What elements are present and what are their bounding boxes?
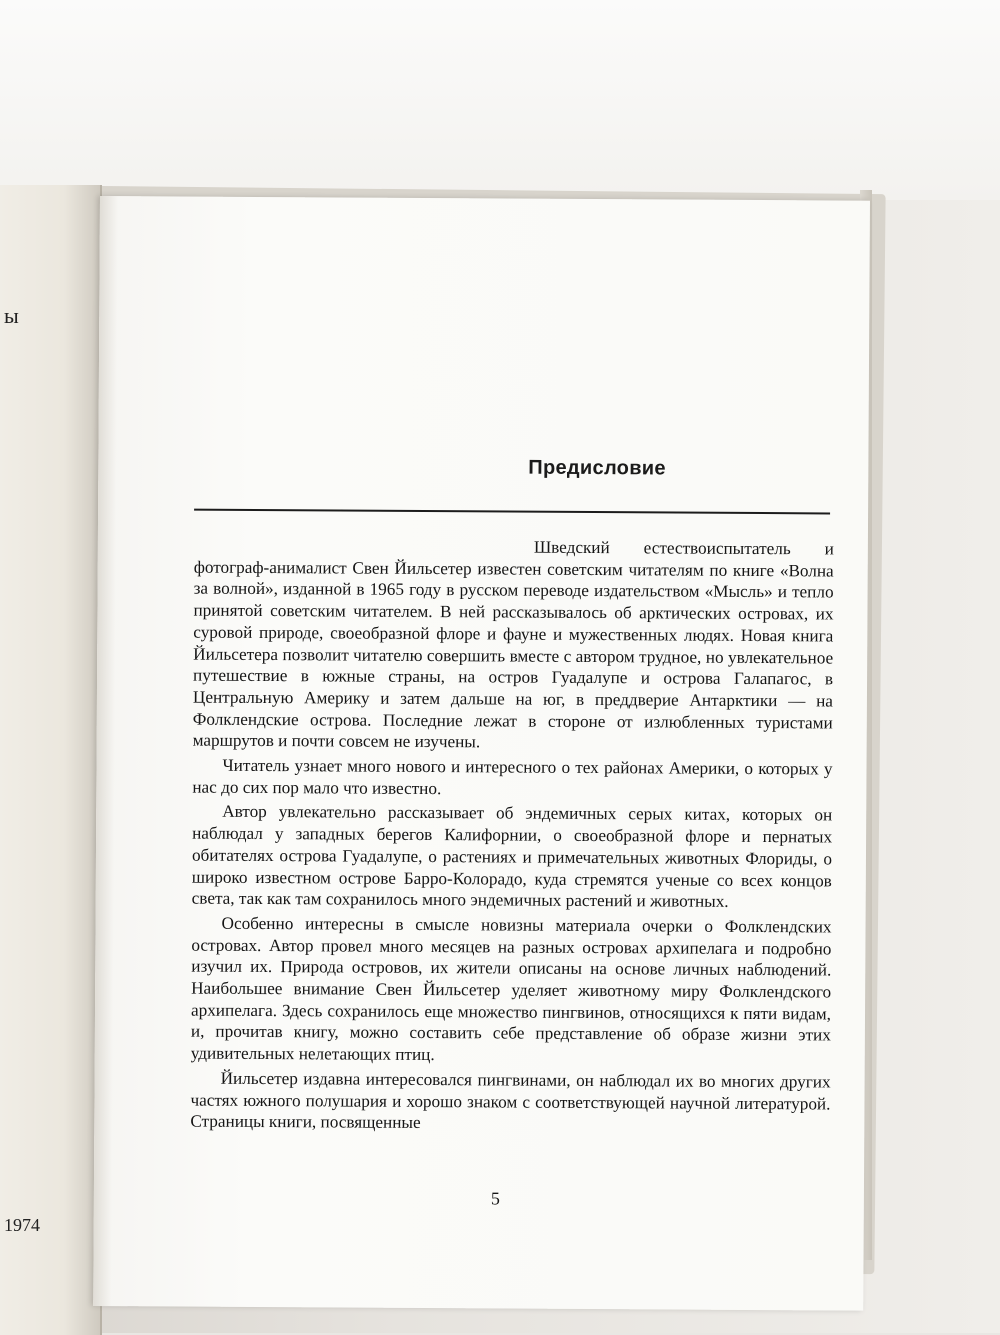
paragraph-2: Читатель узнает много нового и интересного о тех районах Америки, о которых у нас до сих пор мало что известно. [192,755,833,798]
paragraph-5: Йильсетер издавна интересовался пингвинами, он наблюдал их во многих других частях южного полушария и хорошо знаком с соответствующей научной литературой. Страницы книги, посвященные [190,1068,831,1133]
left-page-fragment-bottom: 1974 [4,1215,40,1235]
page-title: Предисловие [528,456,666,480]
paragraph-1: Шведский естествоиспытатель и фотограф-анималист Свен Йильсетер известен советским читателям по книге «Волна за волной», изданной в 1965 году в русском переводе издательством «Мысль» и тепло принятой советским читателем. В ней рассказывалось об арктических островах, их суровой природе, своеобразной флоре и фауне и мужественных людях. Новая книга Йильсетера позволит читателю совершить вместе с автором трудное, но увлекательное путешествие в южные страны, на остров Гуадалупе и острова Галапагос, в Центральную Америку и затем дальше на юг, в преддверие Антарктики — на Фолклендские острова. Последние лежат в стороне от излюбленных туристами маршрутов и почти совсем не изучены. [192,537,834,752]
body-text [190,535,834,1140]
background-top [0,0,1000,200]
left-page-fragment-top: ы [4,303,19,328]
page-number: 5 [490,1188,500,1209]
title-rule [194,509,830,515]
paragraph-3: Автор увлекательно рассказывает об эндемичных серых китах, которых он наблюдал у западных берегов Калифорнии, о своеобразной флоре и пернатых обитателях острова Гуадалупе, о растениях и примечательных животных Флориды, о широко известном острове Барро-Колорадо, куда стремятся ученые со всех концов света, так как там сохранилось много эндемичных растений и животных. [191,802,833,912]
paragraph-4: Особенно интересны в смысле новизны материала очерки о Фолклендских островах. Автор провел много месяцев на разных островах архипелага и подробно изучил их. Природа островов, их жители описаны на основе личных наблюдений. Наибольшее внимание Свен Йильсетер уделяет животному миру Фолклендского архипелага. Здесь сохранилось еще множество пингвинов, относящихся к пяти видам, и, прочитав книгу, можно составить себе представление об образе жизни этих удивительных нелетающих птиц. [190,913,832,1065]
right-page [93,196,870,1311]
left-page [0,185,102,1335]
